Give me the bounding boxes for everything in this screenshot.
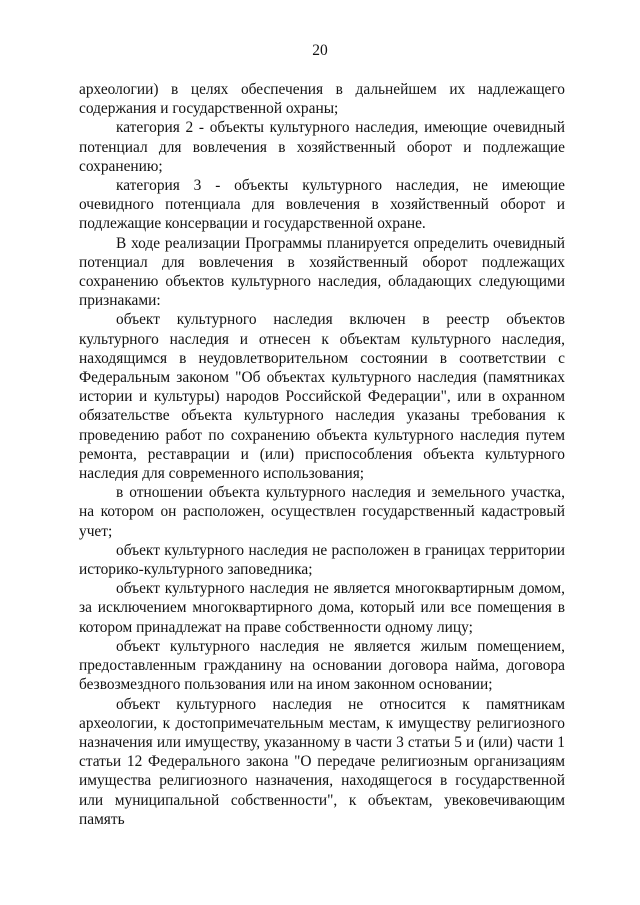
paragraph-criterion-dwelling: объект культурного наследия не является жилым помещением, предоставленным гражданину на основании договора найма, договора безвозмездного пользования или на ином законном основании; <box>79 637 565 694</box>
paragraph-criterion-archaeology: объект культурного наследия не относится к памятникам археологии, к достопримечательным местам, к имуществу религиозного назначения или имуществу, указанному в части 3 статьи 5 и (или) части 1 статьи 12 Федерального закона "О передаче религиозным организациям имущества религиозного назначения, находящегося в государственной или муниципальной собственности", к объектам, увековечивающим память <box>79 695 565 828</box>
paragraph-criterion-cadastral: в отношении объекта культурного наследия и земельного участка, на котором он расположен, осуществлен государственный кадастровый учет; <box>79 484 565 540</box>
document-body <box>79 80 565 829</box>
paragraph-program-intro: В ходе реализации Программы планируется определить очевидный потенциал для вовлечения в хозяйственный оборот подлежащих сохранению объектов культурного наследия, обладающих следующими признаками: <box>79 234 565 310</box>
paragraph-criterion-apartment: объект культурного наследия не является многоквартирным домом, за исключением многоквартирного дома, который или все помещения в котором принадлежат на праве собственности одному лицу; <box>79 580 565 636</box>
paragraph-criterion-registry: объект культурного наследия включен в реестр объектов культурного наследия и отнесен к объектам культурного наследия, находящимся в неудовлетворительном состоянии в соответствии с Федеральным законом "Об объектах культурного наследия (памятниках истории и культуры) народов Российской Федерации", или в охранном обязательстве объекта культурного наследия указаны требования к проведению работ по сохранению объекта культурного наследия путем ремонта, реставрации и (или) приспособления объекта культурного наследия для современного использования; <box>79 311 565 483</box>
paragraph-continuation: археологии) в целях обеспечения в дальнейшем их надлежащего содержания и государственной охраны; <box>79 81 565 118</box>
paragraph-criterion-reserve: объект культурного наследия не расположен в границах территории историко-культурного заповедника; <box>79 541 565 579</box>
page-number: 20 <box>312 42 328 59</box>
paragraph-category-3: категория 3 - объекты культурного наследия, не имеющие очевидного потенциала для вовлечения в хозяйственный оборот и подлежащие консервации и государственной охране. <box>79 177 565 233</box>
paragraph-category-2: категория 2 - объекты культурного наследия, имеющие очевидный потенциал для вовлечения в хозяйственный оборот и подлежащие сохранению; <box>79 119 565 175</box>
